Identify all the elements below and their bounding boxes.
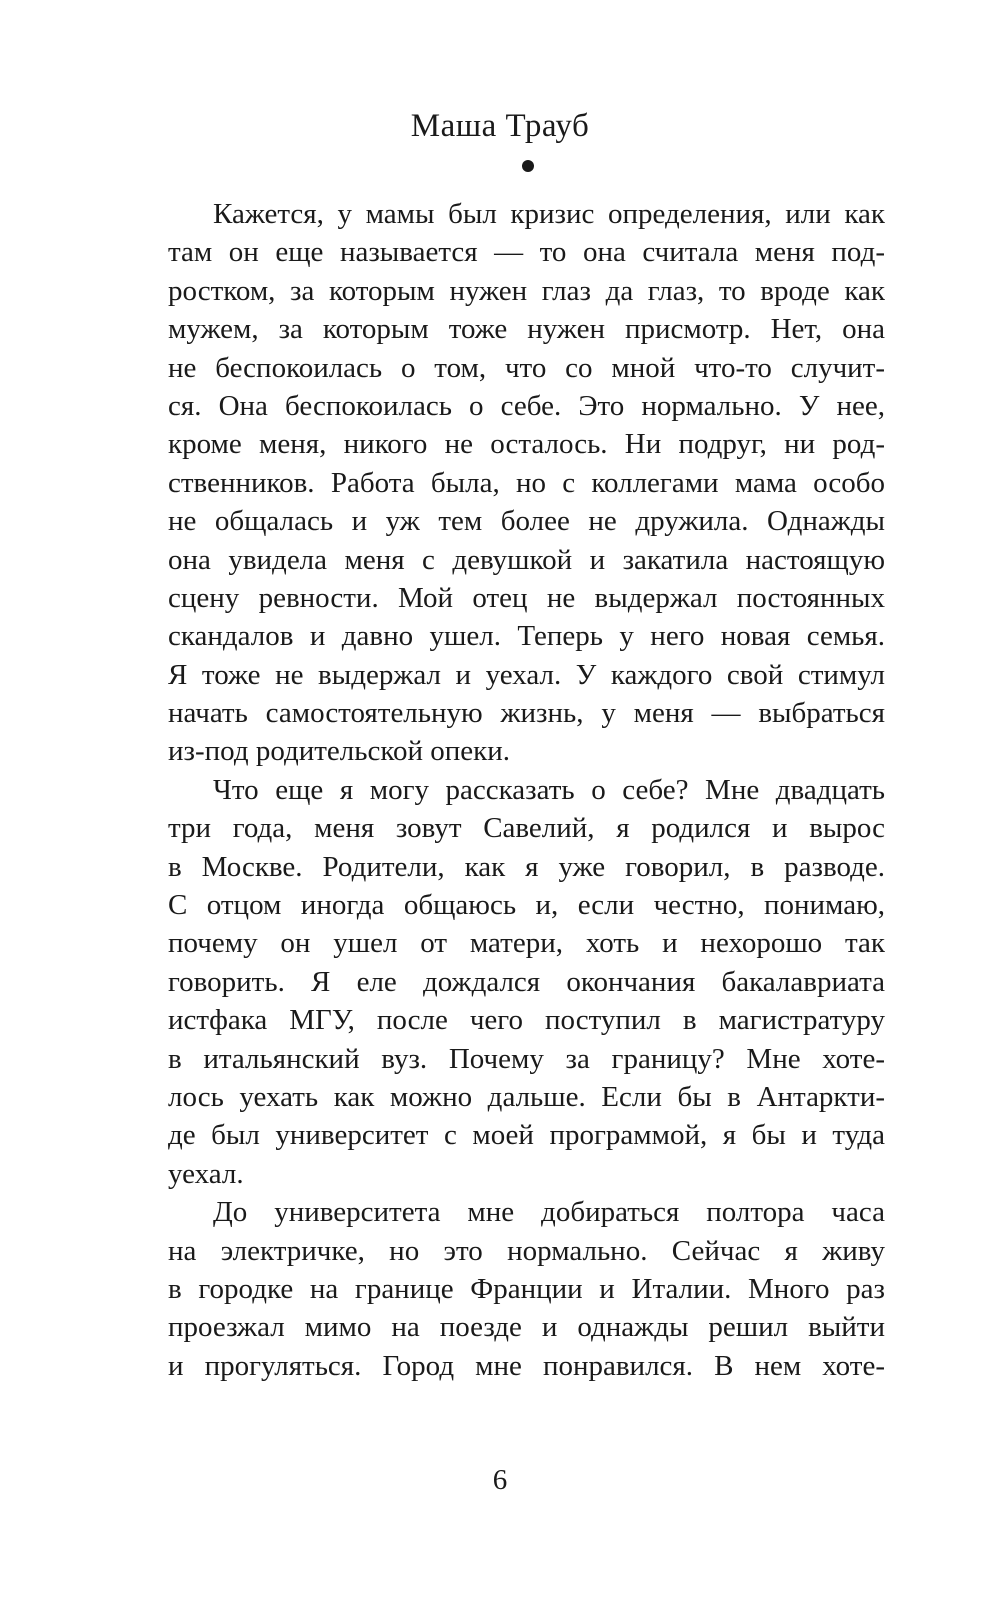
running-head-author: Маша Трауб xyxy=(410,108,590,144)
ornament-bullet-icon xyxy=(522,160,534,172)
text-line: сцену ревности. Мой отец не выдержал постоянных xyxy=(168,581,885,614)
text-line: Я тоже не выдержал и уехал. У каждого свой стимул xyxy=(168,658,885,691)
text-line: из-под родительской опеки. xyxy=(168,735,511,768)
text-line: уехал. xyxy=(168,1157,244,1190)
text-line: начать самостоятельную жизнь, у меня — выбраться xyxy=(168,697,885,730)
text-line: истфака МГУ, после чего поступил в магистратуру xyxy=(168,1004,885,1037)
text-line: До университета мне добираться полтора часа xyxy=(213,1196,885,1229)
text-line: ся. Она беспокоилась о себе. Это нормально. У нее, xyxy=(168,389,885,422)
text-line: и прогуляться. Город мне понравился. В нем хоте- xyxy=(168,1349,885,1382)
text-line: мужем, за которым тоже нужен присмотр. Нет, она xyxy=(168,313,885,346)
text-line: де был университет с моей программой, я бы и туда xyxy=(168,1119,885,1152)
text-line: Что еще я могу рассказать о себе? Мне двадцать xyxy=(213,773,885,806)
page-number: 6 xyxy=(492,1464,508,1496)
text-line: лось уехать как можно дальше. Если бы в Антаркти- xyxy=(168,1080,885,1113)
text-line: на электричке, но это нормально. Сейчас я живу xyxy=(168,1234,885,1267)
text-line: в итальянский вуз. Почему за границу? Мне хоте- xyxy=(168,1042,885,1075)
paragraph-2 xyxy=(168,771,885,1193)
text-line: Кажется, у мамы был кризис определения, или как xyxy=(213,198,885,230)
paragraph-1 xyxy=(168,195,885,771)
text-line: С отцом иногда общаюсь и, если честно, понимаю, xyxy=(168,889,885,922)
text-line: говорить. Я еле дождался окончания бакалавриата xyxy=(168,965,885,998)
text-line: там он еще называется — то она считала меня под- xyxy=(168,236,885,269)
text-line: не общалась и уж тем более не дружила. Однажды xyxy=(168,505,885,538)
text-line: скандалов и давно ушел. Теперь у него новая семья. xyxy=(168,620,885,653)
text-line: почему он ушел от матери, хоть и нехорошо так xyxy=(168,927,885,960)
text-line: в Москве. Родители, как я уже говорил, в разводе. xyxy=(168,850,885,883)
text-line: кроме меня, никого не осталось. Ни подруг, ни род- xyxy=(168,428,885,461)
text-line: не беспокоилась о том, что со мной что-то случит- xyxy=(168,351,885,384)
text-line: ственников. Работа была, но с коллегами мама особо xyxy=(168,466,885,499)
text-line: она увидела меня с девушкой и закатила настоящую xyxy=(168,543,885,576)
text-line: в городке на границе Франции и Италии. Много раз xyxy=(168,1272,885,1305)
text-line: проезжал мимо на поезде и однажды решил выйти xyxy=(168,1311,885,1344)
main-text xyxy=(168,195,885,1385)
text-line: три года, меня зовут Савелий, я родился и вырос xyxy=(168,812,885,845)
paragraph-3 xyxy=(168,1193,885,1385)
text-line: ростком, за которым нужен глаз да глаз, то вроде как xyxy=(168,274,885,307)
